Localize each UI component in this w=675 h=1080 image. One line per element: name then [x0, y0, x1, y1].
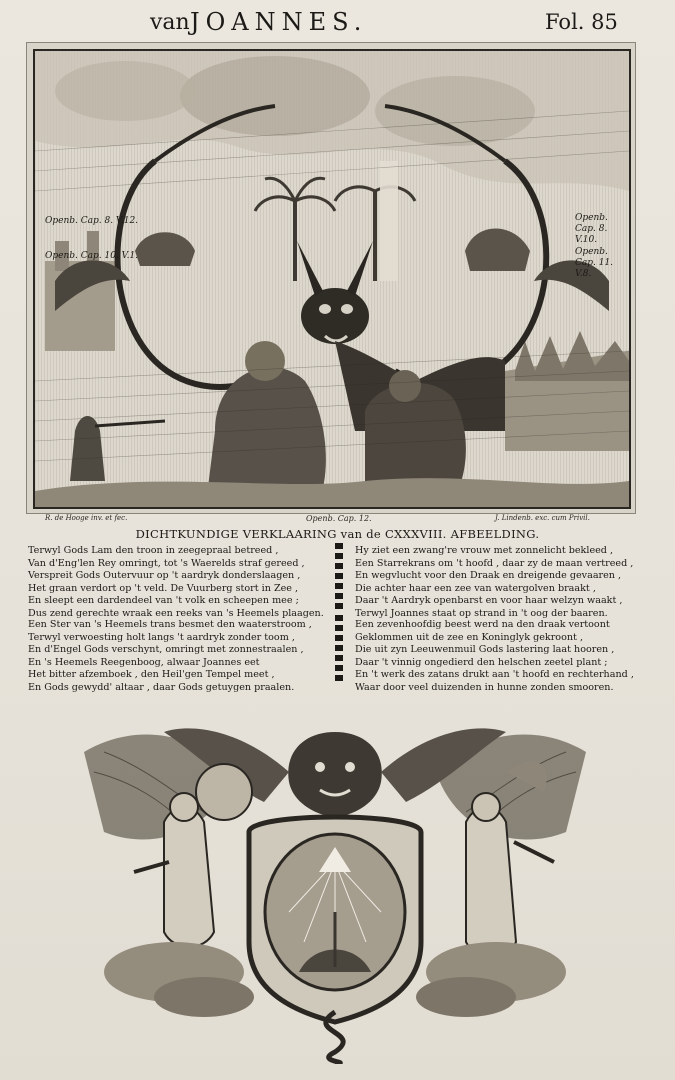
scripture-ref: Openb. Cap. 11. V.8. — [575, 247, 614, 279]
verse-right-1 — [355, 545, 633, 621]
verse-line: Terwyl Joannes staat op strand in 't oog der baaren. — [355, 607, 608, 619]
verse-left-2 — [28, 619, 312, 695]
scripture-ref: Openb. Cap. 8. V.12. — [45, 216, 139, 226]
verse-line: Het bitter afzemboek , den Heil'gen Tempel meet , — [28, 669, 275, 681]
header-title: JOANNES. — [190, 8, 368, 36]
page-header — [0, 6, 675, 36]
verse-line: Waar door veel duizenden in hunne zonden smooren. — [355, 681, 614, 693]
verse-line: Daar 't vinnig ongedierd den helschen zeetel plant ; — [355, 656, 608, 668]
verse-line: Terwyl Gods Lam den troon in zeegepraal betreed , — [28, 545, 279, 556]
verse-line: En Gods gewydd' altaar , daar Gods getuygen praalen. — [28, 681, 295, 693]
verse-line: Verspreit Gods Outervuur op 't aardryk donderslaagen , — [28, 570, 301, 582]
folio-number: Fol. 85 — [545, 10, 618, 34]
verse-line: Terwyl verwoesting holt langs 't aardryk zonder toom , — [28, 631, 295, 643]
apocalypse-engraving — [35, 51, 629, 507]
verse-line: Een Starrekrans om 't hoofd , daar zy de maan vertreed , — [355, 557, 634, 569]
column-ornament — [332, 541, 346, 685]
verse-line: En 's Heemels Reegenboog, alwaar Joannes eet — [28, 656, 260, 668]
verse-line: En sleept een dardendeel van 't volk en scheepen mee ; — [28, 595, 299, 607]
verse-line: Een zevenhoofdig beest werd na den draak vertoont — [355, 619, 610, 630]
engraving-image — [33, 49, 631, 509]
engraving-plate — [26, 42, 636, 514]
verse-line: En 't werk des zatans drukt aan 't hoofd en rechterhand , — [355, 669, 634, 681]
verse-line: En d'Engel Gods verschynt, omringt met zonnestraalen , — [28, 644, 304, 656]
tailpiece-vignette — [74, 712, 596, 1064]
verse-line: Een Ster van 's Heemels trans besmet den waaterstroom , — [28, 619, 312, 630]
scripture-ref: Openb. Cap. 10. V.1. — [45, 251, 139, 261]
header-van: van — [150, 10, 190, 35]
verse-line: Dus zend gerechte wraak een reeks van 's Heemels plaagen. — [28, 607, 324, 619]
verse-line: Van d'Eng'len Rey omringt, tot 's Waerelds straf gereed , — [28, 557, 305, 569]
verse-line: Hy ziet een zwang're vrouw met zonnelicht bekleed , — [355, 545, 614, 556]
plate-caption: Openb. Cap. 12. — [306, 514, 372, 523]
verse-line: Die achter haar een zee van watergolven braakt , — [355, 582, 596, 594]
verse-line: En wegvlucht voor den Draak en dreigende gevaaren , — [355, 570, 622, 582]
artist-credit: R. de Hooge inv. et fec. — [45, 514, 128, 522]
verse-line: Daar 't Aardryk openbarst en voor haar welzyn waakt , — [355, 595, 623, 607]
verse-line: Die uit zyn Leeuwenmuil Gods lastering laat hooren , — [355, 644, 615, 656]
verse-line: Geklommen uit de zee en Koninglyk gekroont , — [355, 631, 583, 643]
scripture-ref: Openb. Cap. 8. V.10. — [575, 213, 608, 245]
publisher-credit: J. Lindenb. exc. cum Privil. — [495, 514, 590, 522]
verse-line: Het graan verdort op 't veld. De Vuurberg stort in Zee , — [28, 582, 299, 594]
verse-left-1 — [28, 545, 324, 621]
verse-right-2 — [355, 619, 634, 695]
poem-heading: DICHTKUNDIGE VERKLAARING van de CXXXVIII. AFBEELDING. — [135, 527, 540, 541]
